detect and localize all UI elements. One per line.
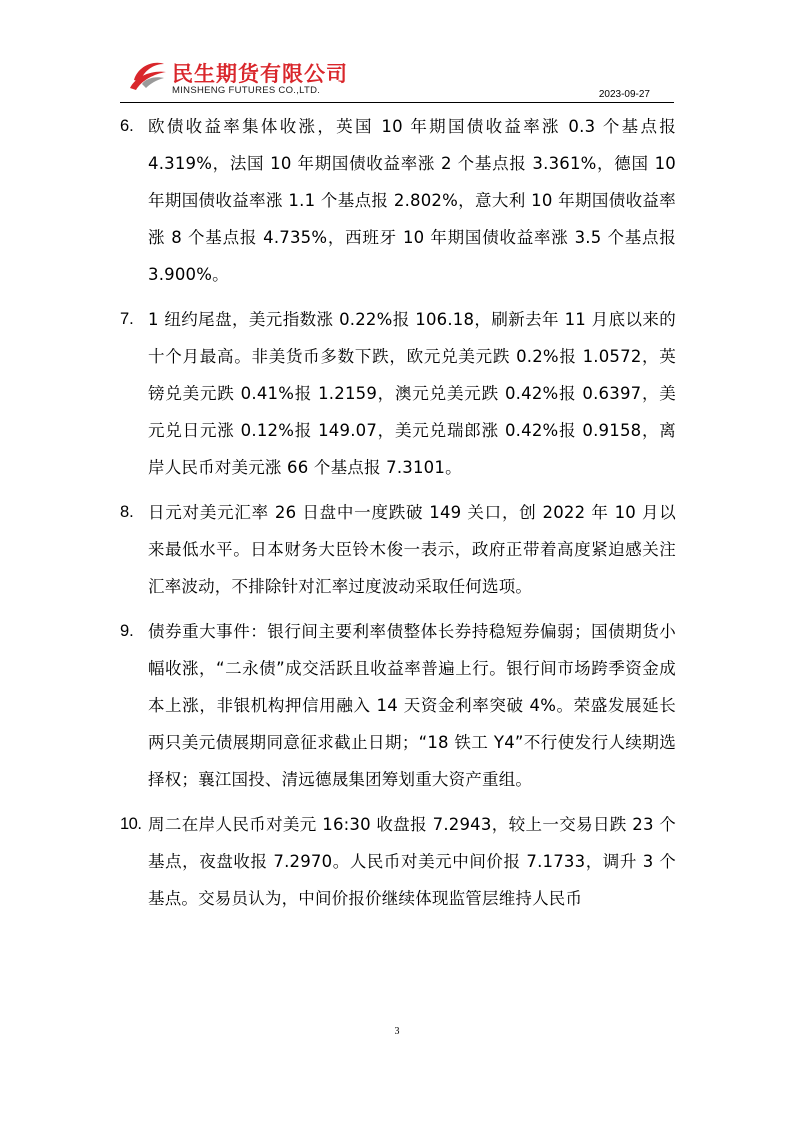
item-number: 8. xyxy=(120,503,134,521)
page-header xyxy=(120,52,674,102)
company-name-en: MINSHENG FUTURES CO.,LTD. xyxy=(172,85,321,96)
news-item xyxy=(120,301,676,486)
news-list xyxy=(120,108,676,925)
page-number: 3 xyxy=(394,1026,400,1037)
news-item xyxy=(120,613,676,798)
item-text: 债券重大事件：银行间主要利率债整体长券持稳短券偏弱；国债期货小幅收涨，“二永债”成交活跃且收益率普遍上行。银行间市场跨季资金成本上涨，非银机构押信用融入 14 天资金利率突破 4%。荣盛发展延长两只美元债展期同意征求截止日期；“18 铁工 Y4”不行使发行人续期选择权；襄江国投、清远德晟集团筹划重大资产重组。 xyxy=(148,622,676,789)
item-text: 日元对美元汇率 26 日盘中一度跌破 149 关口，创 2022 年 10 月以来最低水平。日本财务大臣铃木俊一表示，政府正带着高度紧迫感关注汇率波动，不排除针对汇率过度波动采取任何选项。 xyxy=(148,503,676,596)
item-number: 9. xyxy=(120,622,134,640)
item-text: 周二在岸人民币对美元 16:30 收盘报 7.2943，较上一交易日跌 23 个基点，夜盘收报 7.2970。人民币对美元中间价报 7.1733，调升 3 个基点。交易员认为，中间价报价继续体现监管层维持人民币 xyxy=(148,815,676,908)
news-item xyxy=(120,494,676,605)
item-number: 6. xyxy=(120,117,134,135)
company-name-cn: 民生期货有限公司 xyxy=(172,62,348,86)
company-logo-icon xyxy=(128,58,168,92)
item-number: 7. xyxy=(120,310,134,328)
item-text: 欧债收益率集体收涨，英国 10 年期国债收益率涨 0.3 个基点报 4.319%，法国 10 年期国债收益率涨 2 个基点报 3.361%，德国 10 年期国债收益率涨 1.1 个基点报 2.802%，意大利 10 年期国债收益率涨 8 个基点报 4.735%，西班牙 10 年期国债收益率涨 3.5 个基点报 3.900%。 xyxy=(148,117,676,284)
header-divider xyxy=(120,102,674,103)
item-number: 10. xyxy=(120,815,142,833)
item-text: 1 纽约尾盘，美元指数涨 0.22%报 106.18，刷新去年 11 月底以来的十个月最高。非美货币多数下跌，欧元兑美元跌 0.2%报 1.0572，英镑兑美元跌 0.41%报 1.2159，澳元兑美元跌 0.42%报 0.6397，美元兑日元涨 0.12%报 149.07，美元兑瑞郎涨 0.42%报 0.9158，离岸人民币对美元涨 66 个基点报 7.3101。 xyxy=(148,310,676,477)
news-item xyxy=(120,806,676,917)
report-date: 2023-09-27 xyxy=(598,89,650,100)
news-item xyxy=(120,108,676,293)
